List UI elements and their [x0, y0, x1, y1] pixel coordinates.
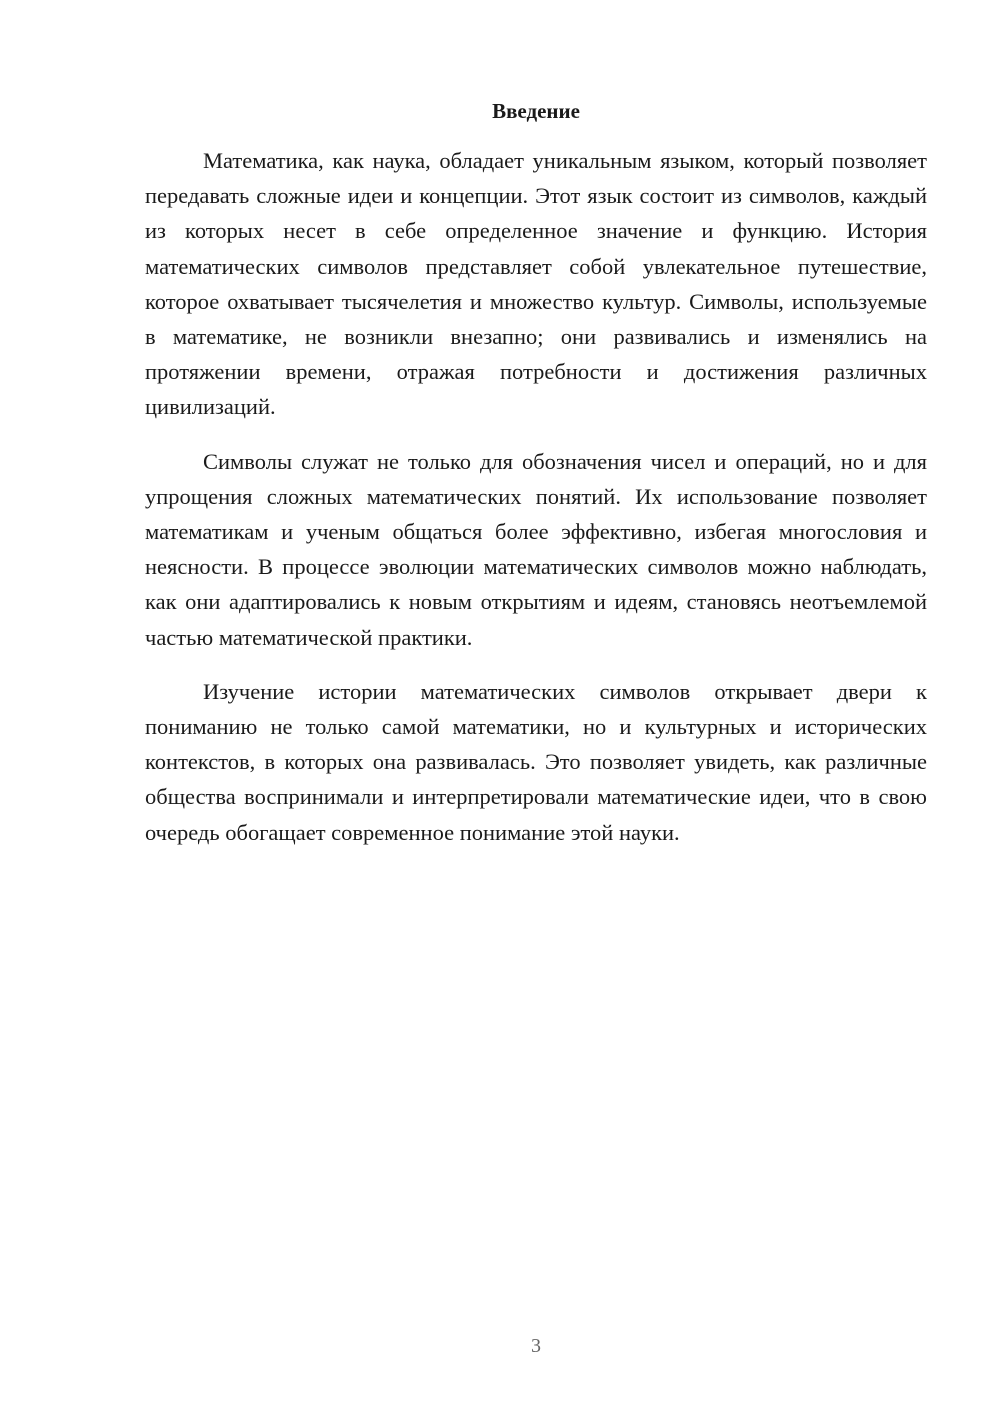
- body-text: [145, 143, 927, 869]
- page-title: Введение: [492, 99, 580, 123]
- paragraph-1: Математика, как наука, обладает уникальным языком, который позволяет передавать сложные идеи и концепции. Этот язык состоит из символов, каждый из которых несет в себе определенное значение и функцию. История математических символов представляет собой увлекательное путешествие, которое охватывает тысячелетия и множество культур. Символы, используемые в математике, не возникли внезапно; они развивались и изменялись на протяжении времени, отражая потребности и достижения различных цивилизаций.: [145, 148, 927, 420]
- paragraph-3: Изучение истории математических символов открывает двери к пониманию не только самой математики, но и культурных и исторических контекстов, в которых она развивалась. Это позволяет увидеть, как различные общества воспринимали и интерпретировали математические идеи, что в свою очередь обогащает современное понимание этой науки.: [145, 678, 927, 845]
- paragraph-2: Символы служат не только для обозначения чисел и операций, но и для упрощения сложных математических понятий. Их использование позволяет математикам и ученым общаться более эффективно, избегая многословия и неясности. В процессе эволюции математических символов можно наблюдать, как они адаптировались к новым открытиям и идеям, становясь неотъемлемой частью математической практики.: [145, 448, 927, 650]
- page-number: 3: [531, 1335, 541, 1357]
